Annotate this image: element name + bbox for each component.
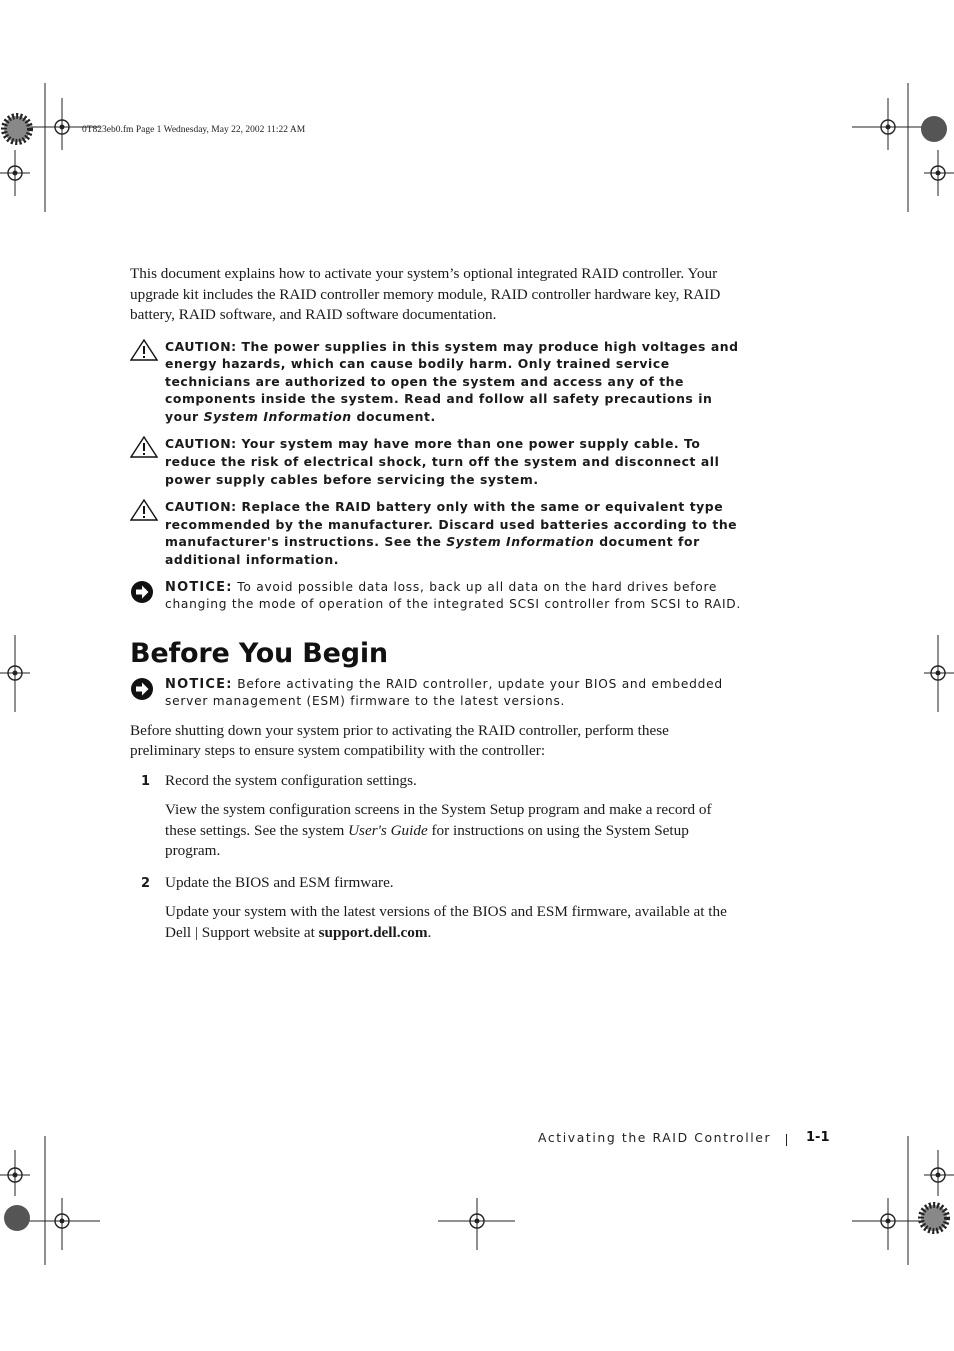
caution-1-text: CAUTION: The power supplies in this system may produce high voltages and energy hazards, which can cause bodily harm. Only trained service technicians are authorized to open the system and access any of the components inside the system. Read and follow all safety precautions in your (165, 338, 739, 424)
warning-triangle-icon (130, 499, 158, 521)
step-text: Update the BIOS and ESM firmware. (165, 873, 394, 891)
notice-2 (130, 676, 742, 711)
step-1-detail-end: for instructions on using the System Setup program. (165, 821, 689, 860)
page-number: 1-1 (806, 1130, 830, 1145)
intro-paragraph: This document explains how to activate your system’s optional integrated RAID controller. Your upgrade kit includes the RAID controller memory module, RAID controller hardware key, RAID battery, RAID software, and RAID software documentation. (130, 265, 721, 323)
step-1-detail-text: View the system configuration screens in the System Setup program and make a record of these settings. See the system (165, 801, 712, 839)
step-text: Record the system configuration settings. (165, 771, 417, 789)
arrow-circle-icon (130, 677, 154, 701)
footer-divider (786, 1134, 787, 1146)
warning-triangle-icon (130, 339, 158, 361)
caution-3-end: document for additional information. (165, 534, 700, 568)
caution-2-text: CAUTION: Your system may have more than one power supply cable. To reduce the risk of electrical shock, turn off the system and disconnect all power supply cables before servicing the system. (165, 436, 720, 487)
caution-1-italic: System Information (203, 408, 352, 424)
caution-3 (130, 498, 742, 568)
caution-1 (130, 338, 742, 426)
step-2 (130, 873, 742, 894)
notice-1-text: To avoid possible data loss, back up all data on the hard drives before changing the mode of operation of the integrated SCSI controller from SCSI to RAID. (165, 579, 742, 612)
step-2-detail-text: Update your system with the latest versions of the BIOS and ESM firmware, available at the Dell | Support website at (165, 903, 727, 941)
support-link[interactable]: support.dell.com (318, 923, 428, 941)
users-guide-ref: User's Guide (348, 821, 428, 839)
step-2-detail (130, 902, 742, 943)
step-number: 1 (141, 773, 151, 789)
file-slug: 0T823eb0.fm Page 1 Wednesday, May 22, 2002 11:22 AM (82, 125, 306, 135)
caution-2 (130, 435, 742, 488)
caution-1-end: document. (351, 408, 436, 424)
before-paragraph: Before shutting down your system prior to activating the RAID controller, perform these preliminary steps to ensure system compatibility with the controller: (130, 721, 669, 760)
notice-2-text: Before activating the RAID controller, update your BIOS and embedded server management (ESM) firmware to the latest versions. (165, 676, 723, 709)
step-1-detail (130, 800, 742, 862)
step-number: 2 (141, 875, 151, 891)
arrow-circle-icon (130, 580, 154, 604)
notice-1-label: NOTICE: (165, 579, 233, 595)
step-2-detail-end: . (427, 923, 432, 941)
caution-3-italic: System Information (446, 534, 595, 550)
caution-3-text: CAUTION: Replace the RAID battery only with the same or equivalent type recommended by the manufacturer. Discard used batteries according to the manufacturer's instructions. See the (165, 499, 738, 550)
warning-triangle-icon (130, 436, 158, 458)
notice-2-label: NOTICE: (165, 676, 233, 692)
footer-section-title: Activating the RAID Controller (538, 1130, 772, 1145)
step-1 (130, 771, 742, 792)
document-body (130, 264, 742, 943)
section-heading: Before You Begin (130, 637, 388, 669)
notice-1 (130, 579, 742, 614)
